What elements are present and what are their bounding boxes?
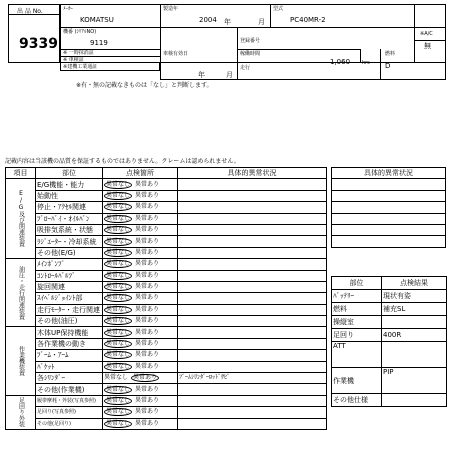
normal-option: 異常なし [106, 248, 131, 256]
normal-option: 異常なし [104, 374, 129, 382]
year-value: 2004 [199, 16, 217, 24]
group-label: 油圧・走行関連装置 [6, 259, 36, 327]
detail-cell: ﾌﾞｰﾑｼﾘﾝﾀﾞｰﾛｯﾄﾞｻﾋﾞ [178, 373, 327, 384]
lot-box [8, 4, 60, 63]
fuel-value: D [385, 62, 391, 70]
normal-option: 異常なし [106, 340, 131, 348]
detail-cell [178, 395, 327, 406]
normal-option: 異常なし [106, 191, 131, 199]
inspection-table [5, 167, 326, 430]
check-cell [103, 270, 178, 281]
normal-option: 異常なし [106, 237, 131, 245]
abnormal-option: 異常あり [135, 237, 160, 245]
table-row [6, 384, 327, 395]
part-label: ｽｲﾍﾞﾙｼﾞｮｲﾝﾄ部 [36, 293, 103, 304]
mileage-label: 走行 [240, 65, 251, 71]
undercarriage-label: 足回り [332, 329, 382, 342]
part-label: 停止・ｱｸｾﾙ関連 [36, 202, 103, 213]
abnormal-option: 異常あり [135, 397, 160, 404]
check-cell [103, 407, 178, 418]
part-label: 走行ﾓｰﾀｰ・走行関連 [36, 304, 103, 315]
check-cell [103, 373, 178, 384]
group-label: E/G及び関連装置 [6, 179, 36, 259]
table-row [6, 407, 327, 418]
check-cell [103, 213, 178, 224]
year-label: 製造年 [163, 6, 179, 12]
check-cell [103, 259, 178, 270]
model-value: PC40MR-2 [290, 16, 326, 24]
fuel-row-result: 補充SL [382, 303, 447, 316]
cert-temp-delete: ※ 一時抹消証 [63, 50, 94, 56]
table-row [6, 338, 327, 349]
part-label: 履帯摩耗・外装(写真参照) [36, 395, 103, 406]
detail-cell [178, 361, 327, 372]
detail-cell [178, 270, 327, 281]
check-cell [103, 179, 178, 190]
hours-unit: hrs [362, 60, 370, 66]
group-label: 足回り外装 [6, 395, 36, 429]
month-unit: 月 [258, 18, 265, 26]
other-spec-label: その他仕様 [332, 394, 382, 407]
table-row [6, 259, 327, 270]
normal-option: 異常なし [106, 362, 131, 370]
hours-value: 1,060 [330, 58, 351, 66]
maker-value: KOMATSU [80, 16, 114, 24]
right-result-table [331, 276, 446, 407]
detail-cell [178, 384, 327, 395]
normal-option: 異常なし [106, 214, 131, 222]
detail-cell [178, 304, 327, 315]
table-row [6, 327, 327, 338]
col-item: 項目 [6, 168, 36, 179]
table-row [6, 270, 327, 281]
abnormal-option: 異常あり [135, 180, 160, 188]
fuel-row-label: 燃料 [332, 303, 382, 316]
normal-option: 異常なし [106, 419, 131, 427]
att-label: ATT [332, 342, 382, 368]
normal-option: 異常なし [106, 180, 131, 188]
detail-cell [178, 179, 327, 190]
check-cell [103, 418, 178, 429]
detail-cell [178, 418, 327, 429]
year-unit: 年 [224, 18, 231, 26]
ac-value: 無 [424, 42, 431, 50]
col-part: 部位 [36, 168, 103, 179]
check-cell [103, 236, 178, 247]
table-row [6, 190, 327, 201]
check-cell [103, 281, 178, 292]
abnormal-option: 異常あり [135, 271, 160, 279]
detail-cell [178, 316, 327, 327]
normal-option: 異常なし [106, 397, 131, 404]
check-cell [103, 384, 178, 395]
detail-cell [178, 259, 327, 270]
part-label: ﾌﾞﾛｰﾊﾞｲ・ｵｲﾙﾊﾞﾝ [36, 213, 103, 224]
check-cell [103, 361, 178, 372]
table-row [6, 247, 327, 258]
table-row [6, 179, 327, 190]
check-cell [103, 202, 178, 213]
abnormal-option: 異常あり [135, 419, 160, 427]
check-cell [103, 395, 178, 406]
detail-cell [178, 213, 327, 224]
normal-option: 異常なし [106, 317, 131, 325]
normal-option: 異常なし [106, 385, 131, 393]
part-label: 各作業機の動き [36, 338, 103, 349]
fuel-label: 燃料 [385, 51, 396, 57]
ac-label: ※A/C [420, 31, 433, 37]
table-row [6, 293, 327, 304]
abnormal-option: 異常あり [135, 226, 160, 234]
abnormal-option: 異常あり [135, 260, 160, 268]
work-value: PIP [382, 368, 447, 394]
battery-label: ﾊﾞｯﾃﾘｰ [332, 290, 382, 303]
detail-cell [178, 224, 327, 235]
detail-cell [178, 327, 327, 338]
normal-option: 異常なし [106, 203, 131, 211]
lot-number: 9339 [19, 36, 58, 52]
part-label: 旋回関連 [36, 281, 103, 292]
inspection-month: 月 [226, 71, 233, 79]
inspection-year: 年 [198, 71, 205, 79]
normal-option: 異常なし [106, 260, 131, 268]
table-row [6, 350, 327, 361]
abnormal-option: 異常あり [135, 408, 160, 416]
abnormal-option: 異常あり [135, 340, 160, 348]
group-label: 作業機装置 [6, 327, 36, 395]
check-cell [103, 350, 178, 361]
part-label: E/G機能・能力 [36, 179, 103, 190]
col-check: 点検箇所 [103, 168, 178, 179]
check-cell [103, 190, 178, 201]
abnormal-option: 異常あり [135, 305, 160, 313]
abnormal-option: 異常あり [135, 191, 160, 199]
detail-cell [178, 190, 327, 201]
table-row [6, 316, 327, 327]
table-row [6, 361, 327, 372]
cert-vehicle: ※ 車検証 [63, 57, 84, 63]
abnormal-option: 異常あり [135, 385, 160, 393]
maker-label: ﾒｰｶｰ [63, 6, 74, 12]
normal-option: 異常なし [106, 305, 131, 313]
undercarriage-result: 400R [382, 329, 447, 342]
part-label: 吸排気系統・状態 [36, 224, 103, 235]
table-row [6, 418, 327, 429]
table-row [6, 373, 327, 384]
part-label: その他(油圧) [36, 316, 103, 327]
part-label: その他(作業機) [36, 384, 103, 395]
table-row [6, 202, 327, 213]
check-cell [103, 293, 178, 304]
normal-option: 異常なし [106, 226, 131, 234]
right-detail-title: 具体的異常状況 [332, 168, 446, 179]
check-cell [103, 338, 178, 349]
detail-cell [178, 407, 327, 418]
normal-option: 異常なし [106, 328, 131, 336]
abnormal-option: 異常あり [135, 351, 160, 359]
normal-option: 異常なし [106, 294, 131, 302]
check-cell [103, 327, 178, 338]
part-label: 木体UP保持機能 [36, 327, 103, 338]
battery-result: 現状有姿 [382, 290, 447, 303]
table-row [6, 395, 327, 406]
table-row [6, 236, 327, 247]
part-label: ｺﾝﾄﾛｰﾙﾊﾞﾙﾌﾞ [36, 270, 103, 281]
model-label: 型式 [273, 6, 284, 12]
disclaimer: 記載内容は当該機の品質を保証するものではありません。クレームは認められません。 [5, 158, 240, 165]
abnormal-option: 異常あり [135, 214, 160, 222]
right-col-result: 点検結果 [382, 277, 447, 290]
part-label: その他(足回り) [36, 418, 103, 429]
col-detail: 具体的異常状況 [178, 168, 327, 179]
detail-cell [178, 281, 327, 292]
abnormal-option: 異常あり [135, 248, 160, 256]
right-col-part: 部位 [332, 277, 382, 290]
inspection-label: 車検有効日 [163, 51, 189, 57]
part-label: ﾊﾞｹｯﾄ [36, 361, 103, 372]
table-row [6, 304, 327, 315]
abnormal-option: 異常あり [135, 294, 160, 302]
abnormal-option: 異常あり [135, 328, 160, 336]
check-cell [103, 247, 178, 258]
part-label: その他(E/G) [36, 247, 103, 258]
detail-cell [178, 338, 327, 349]
serial-label: 機番 (ｼﾘｱﾙNO) [63, 29, 97, 35]
work-label: 作業機 [332, 368, 382, 394]
abnormal-option: 異常あり [135, 283, 160, 291]
header-note: ※有・無の記載なきものは「なし」と判断します。 [76, 82, 213, 89]
cab-label: 操縦室 [332, 316, 382, 329]
part-label: 足回り(写真参照) [36, 407, 103, 418]
normal-option: 異常なし [106, 408, 131, 416]
right-detail-box [331, 167, 446, 248]
check-cell [103, 316, 178, 327]
part-label: ﾗｼﾞｴｰﾀｰ・冷却系統 [36, 236, 103, 247]
abnormal-option: 異常あり [135, 362, 160, 370]
part-label: 始動性 [36, 190, 103, 201]
normal-option: 異常なし [106, 351, 131, 359]
detail-cell [178, 236, 327, 247]
registration-label: 登録番号 [240, 38, 261, 44]
part-label: ﾌﾞｰﾑ・ｱｰﾑ [36, 350, 103, 361]
table-row [6, 224, 327, 235]
detail-cell [178, 350, 327, 361]
part-label: ﾒｲﾝﾎﾟﾝﾌﾟ [36, 259, 103, 270]
check-cell [103, 224, 178, 235]
abnormal-option: 異常あり [133, 374, 158, 382]
cert-industry: ※建機工業通証 [63, 64, 98, 70]
abnormal-option: 異常あり [135, 203, 160, 211]
detail-cell [178, 202, 327, 213]
table-row [6, 213, 327, 224]
check-cell [103, 304, 178, 315]
lot-label: 出 品 No. [17, 8, 43, 15]
part-label: 各ｼﾘﾝﾀﾞｰ [36, 373, 103, 384]
normal-option: 異常なし [106, 271, 131, 279]
detail-cell [178, 293, 327, 304]
table-row [6, 281, 327, 292]
cab-result [382, 316, 447, 329]
abnormal-option: 異常あり [135, 317, 160, 325]
hours-label: 稼働時間 [240, 51, 261, 57]
normal-option: 異常なし [106, 283, 131, 291]
detail-cell [178, 247, 327, 258]
serial-value: 9119 [90, 39, 108, 47]
